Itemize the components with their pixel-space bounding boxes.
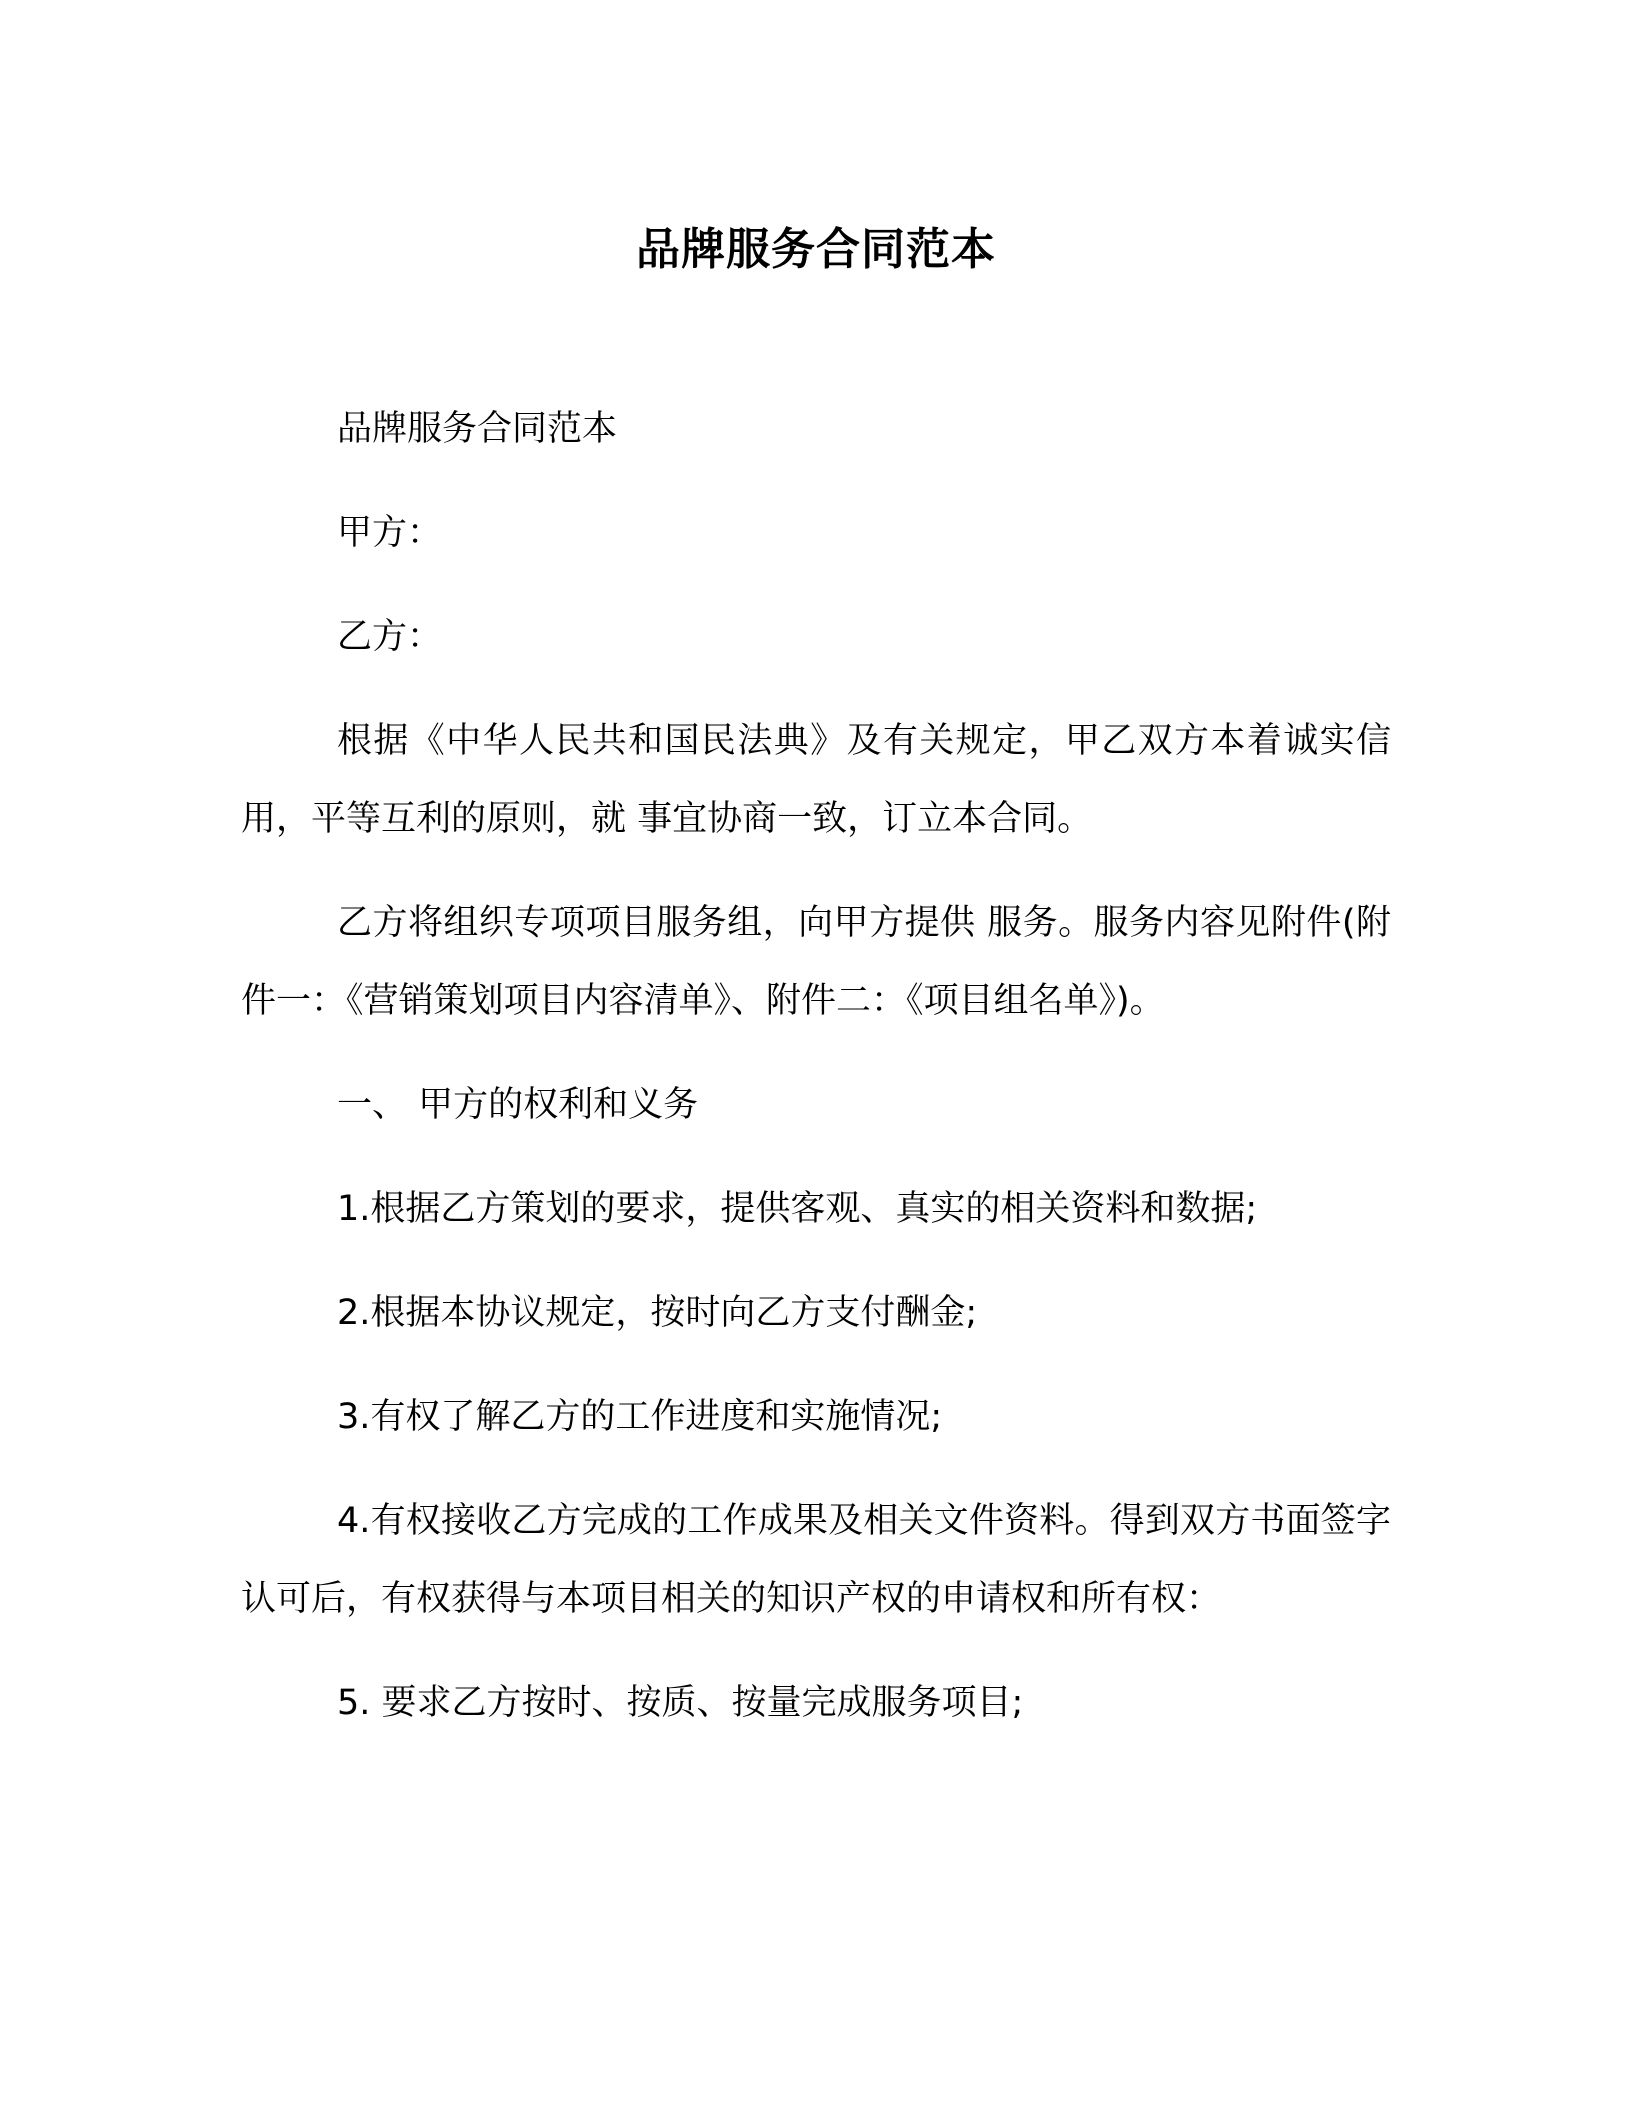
paragraph-subtitle: 品牌服务合同范本 bbox=[337, 409, 618, 449]
paragraph-basis: 根据《中华人民共和国民法典》及有关规定，甲乙双方本着诚实信用，平等互利的原则，就 事宜协商一致，订立本合同。 bbox=[241, 721, 1391, 839]
clause-5: 5. 要求乙方按时、按质、按量完成服务项目; bbox=[337, 1683, 1024, 1723]
document-body bbox=[241, 390, 1391, 1768]
paragraph-party-a: 甲方： bbox=[337, 513, 443, 553]
paragraph-party-b: 乙方： bbox=[337, 617, 443, 657]
clause-3: 3.有权了解乙方的工作进度和实施情况; bbox=[337, 1397, 943, 1437]
section-heading-party-a-rights: 一、 甲方的权利和义务 bbox=[337, 1085, 699, 1125]
clause-1: 1.根据乙方策划的要求，提供客观、真实的相关资料和数据; bbox=[337, 1189, 1258, 1229]
clause-2: 2.根据本协议规定，按时向乙方支付酬金; bbox=[337, 1293, 978, 1333]
paragraph-service-scope: 乙方将组织专项项目服务组，向甲方提供 服务。服务内容见附件(附件一：《营销策划项目内容清单》、附件二：《项目组名单》)。 bbox=[241, 903, 1391, 1021]
clause-4: 4.有权接收乙方完成的工作成果及相关文件资料。得到双方书面签字认可后，有权获得与本项目相关的知识产权的申请权和所有权： bbox=[241, 1501, 1391, 1619]
document-title: 品牌服务合同范本 bbox=[636, 224, 996, 275]
